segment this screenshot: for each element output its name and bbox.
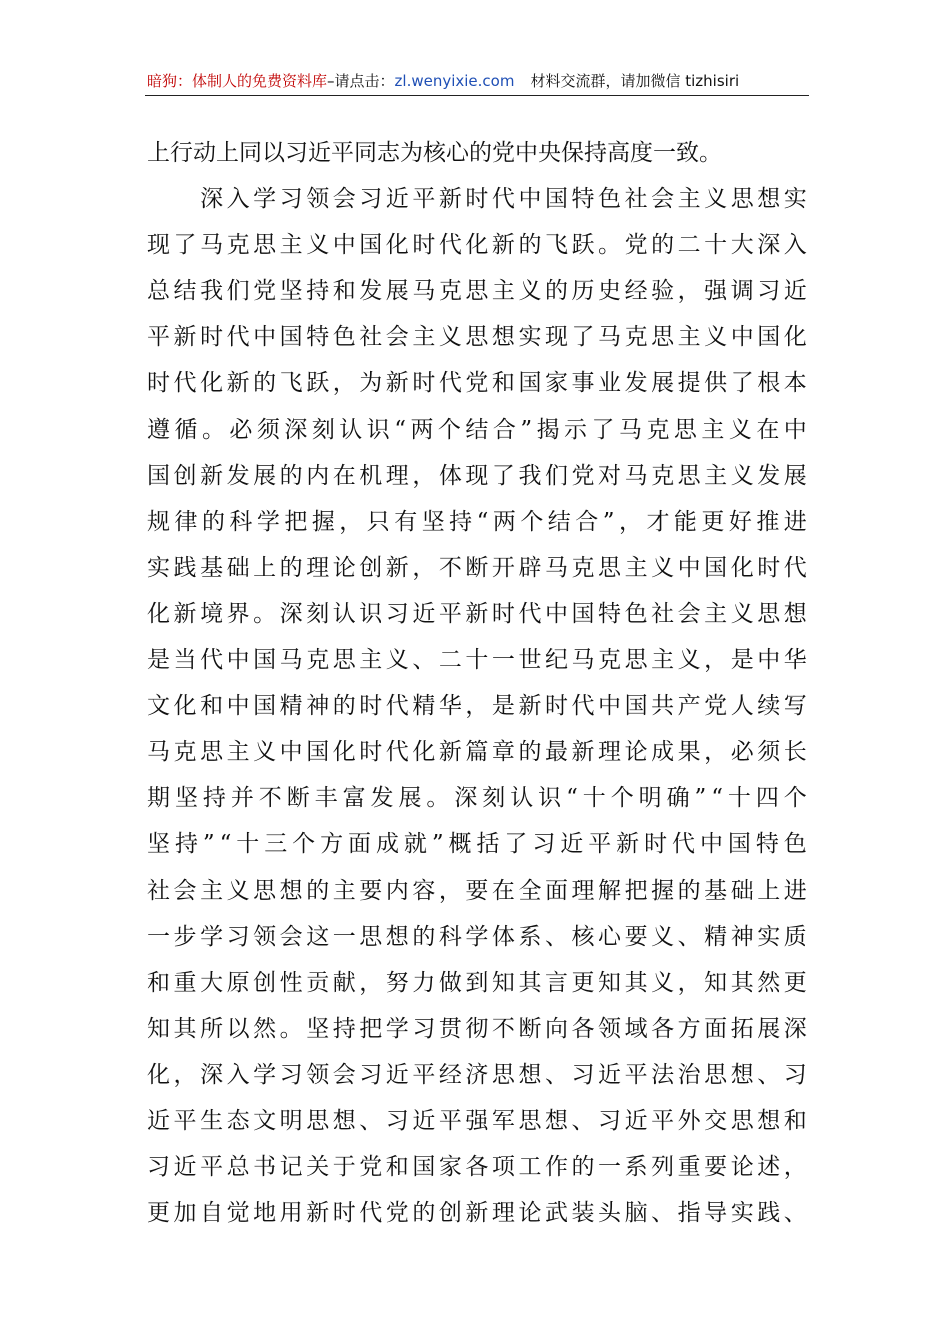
text-line: 遵 循 。 必 须 深 刻 认 识 “ 两 个 结 合 ” 揭 示 了 马 克 思 主 义 在 中: [147, 416, 807, 443]
text-line: 规 律 的 科 学 把 握 ， 只 有 坚 持 “ 两 个 结 合 ” ， 才 能 更 好 推 进: [147, 508, 807, 535]
text-line: 和 重 大 原 创 性 贡 献 ， 努 力 做 到 知 其 言 更 知 其 义 ， 知 其 然 更: [147, 969, 807, 996]
text-line: 是 当 代 中 国 马 克 思 主 义 、 二 十 一 世 纪 马 克 思 主 义 ， 是 中 华: [147, 647, 807, 674]
text-line: 习 近 平 总 书 记 关 于 党 和 国 家 各 项 工 作 的 一 系 列 重 要 论 述 ，: [147, 1154, 807, 1181]
text-line: 上 行 动 上 同 以 习 近 平 同 志 为 核 心 的 党 中 央 保 持 高 度 一 致 。: [147, 140, 722, 166]
text-line: 更 加 自 觉 地 用 新 时 代 党 的 创 新 理 论 武 装 头 脑 、 指 导 实 践 、: [147, 1200, 807, 1227]
text-line: 化 ， 深 入 学 习 领 会 习 近 平 经 济 思 想 、 习 近 平 法 治 思 想 、 习: [147, 1061, 807, 1088]
page-header: [147, 68, 807, 94]
text-line: 深 入 学 习 领 会 习 近 平 新 时 代 中 国 特 色 社 会 主 义 思 想 实: [200, 186, 807, 213]
text-line: 现 了 马 克 思 主 义 中 国 化 时 代 化 新 的 飞 跃 。 党 的 二 十 大 深 入: [147, 232, 807, 259]
text-line: 知 其 所 以 然 。 坚 持 把 学 习 贯 彻 不 断 向 各 领 域 各 方 面 拓 展 深: [147, 1015, 807, 1042]
header-brand: 暗狗：体制人的免费资料库: [147, 72, 328, 90]
text-line: 坚 持 ” “ 十 三 个 方 面 成 就 ” 概 括 了 习 近 平 新 时 代 中 国 特 色: [147, 831, 807, 858]
text-line: 马 克 思 主 义 中 国 化 时 代 化 新 篇 章 的 最 新 理 论 成 果 ， 必 须 长: [147, 739, 807, 766]
header-link[interactable]: zl.wenyixie.com: [394, 72, 515, 90]
text-line: 平 新 时 代 中 国 特 色 社 会 主 义 思 想 实 现 了 马 克 思 主 义 中 国 化: [147, 324, 807, 351]
text-line: 实 践 基 础 上 的 理 论 创 新 ， 不 断 开 辟 马 克 思 主 义 中 国 化 时 代: [147, 554, 807, 581]
text-line: 文 化 和 中 国 精 神 的 时 代 精 华 ， 是 新 时 代 中 国 共 产 党 人 续 写: [147, 693, 807, 720]
text-line: 社 会 主 义 思 想 的 主 要 内 容 ， 要 在 全 面 理 解 把 握 的 基 础 上 进: [147, 877, 807, 904]
text-line: 总 结 我 们 党 坚 持 和 发 展 马 克 思 主 义 的 历 史 经 验 ， 强 调 习 近: [147, 278, 807, 305]
header-divider: [145, 95, 809, 96]
text-line: 时 代 化 新 的 飞 跃 ， 为 新 时 代 党 和 国 家 事 业 发 展 提 供 了 根 本: [147, 370, 807, 397]
text-line: 国 创 新 发 展 的 内 在 机 理 ， 体 现 了 我 们 党 对 马 克 思 主 义 发 展: [147, 462, 807, 489]
text-line: 化 新 境 界 。 深 刻 认 识 习 近 平 新 时 代 中 国 特 色 社 会 主 义 思 想: [147, 600, 807, 627]
header-separator: –请点击：: [327, 72, 395, 90]
text-line: 一 步 学 习 领 会 这 一 思 想 的 科 学 体 系 、 核 心 要 义 、 精 神 实 质: [147, 923, 807, 950]
document-body: [147, 130, 807, 1236]
header-contact: 材料交流群，请加微信 tizhisiri: [530, 72, 740, 90]
text-line: 近 平 生 态 文 明 思 想 、 习 近 平 强 军 思 想 、 习 近 平 外 交 思 想 和: [147, 1107, 807, 1134]
text-line: 期 坚 持 并 不 断 丰 富 发 展 。 深 刻 认 识 “ 十 个 明 确 ” “ 十 四 个: [147, 785, 807, 812]
